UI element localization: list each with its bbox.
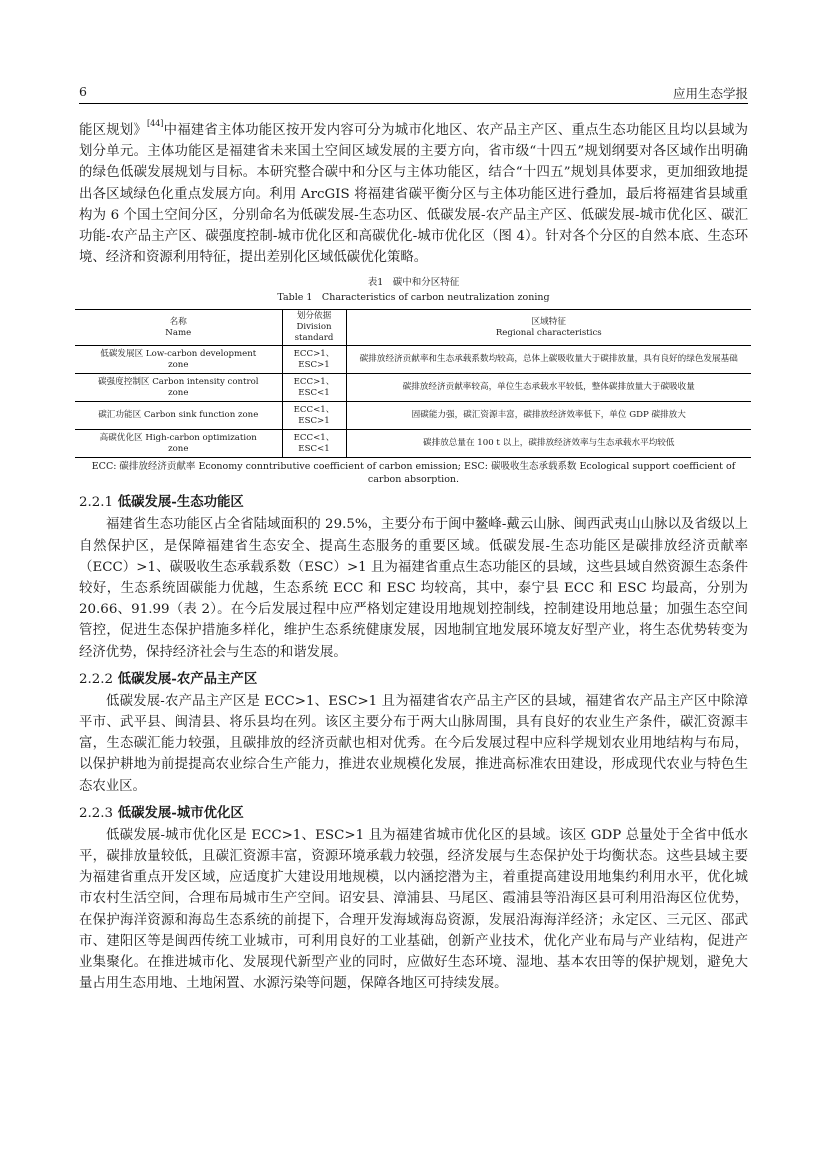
table-row	[75, 346, 751, 374]
header-name: 名称 Name	[75, 310, 282, 346]
zone-standard: ECC>1、 ESC>1	[282, 346, 346, 374]
body-content	[79, 120, 748, 994]
section-heading-2-2-1: 2.2.1 低碳发展-生态功能区	[79, 494, 244, 511]
table-caption-zh: 表1 碳中和分区特征	[367, 277, 460, 289]
zone-standard: ECC>1、 ESC<1	[282, 374, 346, 402]
section-paragraph: 低碳发展-农产品主产区是 ECC>1、ESC>1 且为福建省农产品主产区的县域，福建省农产品主产区中除漳平市、武平县、闽清县、将乐县均在列。该区主要分布于两大山脉周围，具有良好的农业生产条件，碳汇资源丰富，生态碳汇能力较强，且碳排放的经济贡献也相对优秀。在今后发展过程中应科学规划农业用地结构与布局，以保护耕地为前提提高农业综合生产能力，推进农业规模化发展，推进高标准农田建设，形成现代农业与特色生态农业区。	[79, 693, 748, 794]
table-caption-en: Table 1 Characteristics of carbon neutralization zoning	[277, 292, 550, 304]
zone-standard: ECC<1、 ESC<1	[282, 430, 346, 458]
table-row	[75, 374, 751, 402]
zone-name: 高碳优化区 High-carbon optimization zone	[75, 430, 282, 458]
running-head	[79, 84, 748, 100]
header-rule	[79, 103, 748, 104]
table-note: ECC: 碳排放经济贡献率 Economy conntributive coefficient of carbon emission; ESC: 碳吸收生态承载系数 Ecological support coefficient of carbon absorption.	[91, 461, 736, 485]
table-row	[75, 430, 751, 458]
table-header-row	[75, 310, 751, 346]
zone-name: 碳汇功能区 Carbon sink function zone	[75, 402, 282, 430]
journal-name: 应用生态学报	[672, 86, 748, 101]
zone-name: 低碳发展区 Low-carbon development zone	[75, 346, 282, 374]
section-paragraph: 低碳发展-城市优化区是 ECC>1、ESC>1 且为福建省城市优化区的县域。该区 GDP 总量处于全省中低水平，碳排放量较低，且碳汇资源丰富，资源环境承载力较强，经济发展与生态保护处于均衡状态。这些县域主要为福建省重点开发区域，应适度扩大建设用地规模，以内涵挖潜为主，着重提高建设用地集约利用水平，优化城市农村生活空间，合理布局城市生产空间。诏安县、漳浦县、马尾区、霞浦县等沿海区县可利用沿海区位优势，在保护海洋资源和海岛生态系统的前提下，合理开发海域海岛资源，发展沿海海洋经济；永定区、三元区、邵武市、建阳区等是闽西传统工业城市，可利用良好的工业基础，创新产业技术，优化产业布局与产业结构，促进产业集聚化。在推进城市化、发展现代新型产业的同时，应做好生态环境、湿地、基本农田等的保护规划，避免大量占用生态用地、土地闲置、水源污染等问题，保障各地区可持续发展。	[79, 827, 748, 992]
intro-paragraph: 能区规划》[44]中福建省主体功能区按开发内容可分为城市化地区、农产品主产区、重点生态功能区且均以县域为划分单元。主体功能区是福建省未来国土空间区域发展的主要方向，省市级“十四五”规划纲要对各区域作出明确的绿色低碳发展规划与目标。本研究整合碳中和分区与主体功能区，结合“十四五”规划具体要求，更加细致地提出各区域绿色化重点发展方向。利用 ArcGIS 将福建省碳平衡分区与主体功能区进行叠加，最后将福建省县域重构为 6 个国土空间分区，分别命名为低碳发展-生态功区、低碳发展-农产品主产区、低碳发展-城市优化区、碳汇功能-农产品主产区、碳强度控制-城市优化区和高碳优化-城市优化区（图 4）。针对各个分区的自然本底、生态环境、经济和资源利用特征，提出差别化区域低碳优化策略。	[79, 119, 749, 266]
section-heading-2-2-2: 2.2.2 低碳发展-农产品主产区	[79, 670, 258, 687]
zoning-table	[75, 309, 751, 458]
zone-feature: 碳排放经济贡献率和生态承载系数均较高，总体上碳吸收量大于碳排放量，具有良好的绿色发展基础	[346, 346, 751, 374]
page-number: 6	[79, 84, 87, 99]
table-row	[75, 402, 751, 430]
header-regional: 区域特征 Regional characteristics	[346, 310, 751, 346]
header-division: 划分依据 Division standard	[282, 310, 346, 346]
zone-name: 碳强度控制区 Carbon intensity control zone	[75, 374, 282, 402]
section-heading-2-2-3: 2.2.3 低碳发展-城市优化区	[79, 804, 244, 821]
zone-standard: ECC<1、 ESC>1	[282, 402, 346, 430]
zone-feature: 碳排放经济贡献率较高，单位生态承载水平较低，整体碳排放量大于碳吸收量	[346, 374, 751, 402]
zone-feature: 固碳能力强，碳汇资源丰富，碳排放经济效率低下，单位 GDP 碳排放大	[346, 402, 751, 430]
section-paragraph: 福建省生态功能区占全省陆域面积的 29.5%，主要分布于闽中鳌峰-戴云山脉、闽西武夷山山脉以及省级以上自然保护区，是保障福建省生态安全、提高生态服务的重要区域。低碳发展-生态功能区是碳排放经济贡献率（ECC）>1、碳吸收生态承载系数（ESC）>1 且为福建省重点生态功能区的县域，这些县域自然资源生态条件较好，生态系统固碳能力优越，生态系统 ECC 和 ESC 均较高，其中，泰宁县 ECC 和 ESC 均最高，分别为 20.66、91.99（表 2）。在今后发展过程中应严格划定建设用地规划控制线，控制建设用地总量；加强生态空间管控，促进生态保护措施多样化，维护生态系统健康发展，因地制宜地发展环境友好型产业，将生态优势转变为经济优势，保持经济社会与生态的和谐发展。	[79, 517, 748, 660]
zone-feature: 碳排放总量在 100 t 以上，碳排放经济效率与生态承载水平均较低	[346, 430, 751, 458]
citation-ref[interactable]: [44]	[146, 119, 164, 128]
